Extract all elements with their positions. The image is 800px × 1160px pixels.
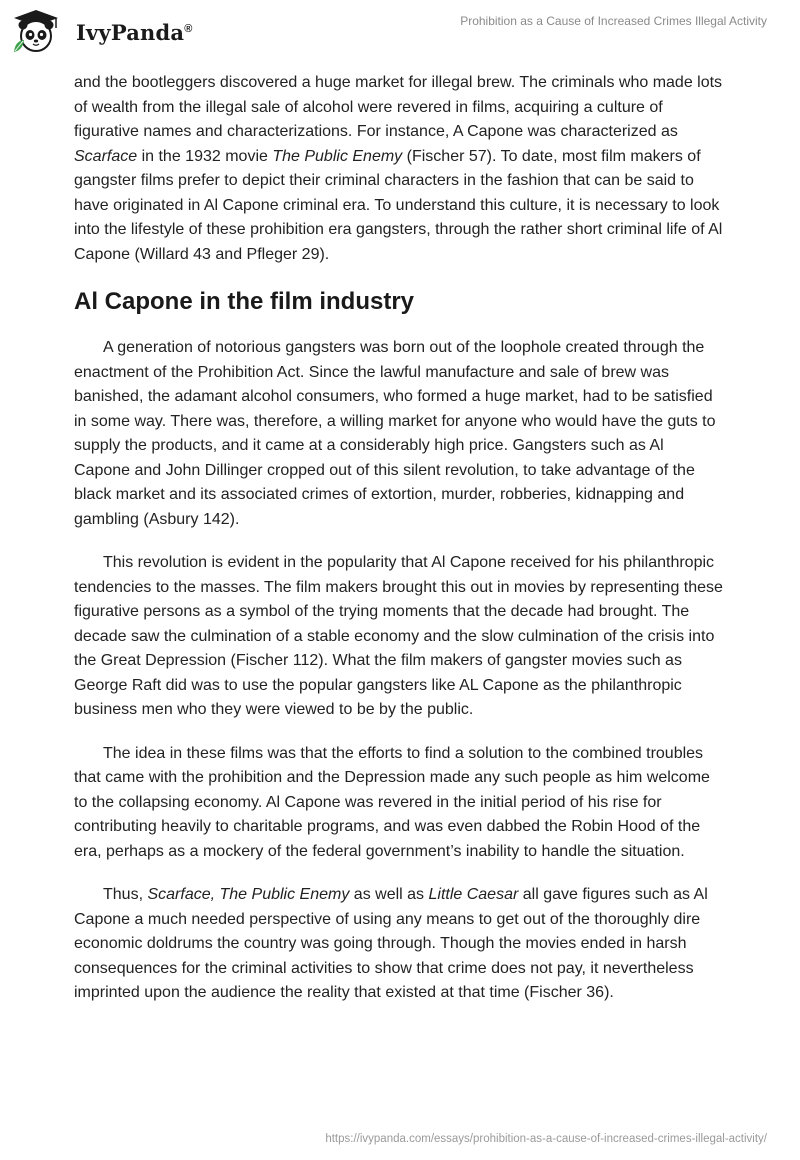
body-paragraph-2: This revolution is evident in the popularity that Al Capone received for his philanthropic tendencies to the masses. The film makers brought this out in movies by representing these figurative persons as a symbol of the trying moments that the decade had brought. The decade saw the culmination of a stable economy and the slow culmination of the crisis into the Great Depression (Fischer 112). What the film makers of gangster movies such as George Raft did was to use the popular gangsters like AL Capone as the philanthropic business men who they were viewed to be by the public.: [74, 554, 723, 718]
film-title-public-enemy: The Public Enemy: [272, 147, 403, 165]
page-header: [0, 0, 800, 70]
essay-content: [74, 71, 724, 1025]
document-title: Prohibition as a Cause of Increased Crimes Illegal Activity: [460, 14, 767, 28]
body-paragraph-3: The idea in these films was that the efforts to find a solution to the combined troubles that came with the prohibition and the Depression made any such people as him welcome to the collapsing economy. Al Capone was revered in the initial period of his rise for contributing heavily to charitable programs, and was even dabbed the Robin Hood of the era, perhaps as a mockery of the federal government’s inability to handle the situation.: [74, 744, 710, 860]
brand-logo[interactable]: [12, 8, 193, 54]
registered-mark: ®: [184, 22, 193, 35]
body-paragraph-1: A generation of notorious gangsters was born out of the loophole created through the enactment of the Prohibition Act. Since the lawful manufacture and sale of brew was banished, the adamant alcohol consumers, who formed a huge market, had to be satisfied in some way. There was, therefore, a willing market for anyone who would have the guts to supply the products, and it came at a considerably high price. Gangsters such as Al Capone and John Dillinger cropped out of this silent revolution, to take advantage of the black market and its associated crimes of extortion, murder, robberies, kidnapping and gambling (Asbury 142).: [74, 339, 716, 528]
intro-paragraph: and the bootleggers discovered a huge market for illegal brew. The criminals who made lots of wealth from the illegal sale of alcohol were revered in films, acquiring a culture of figurative names and characterizations. For instance, A Capone was characterized as Scarface in the 1932 movie The Public Enemy (Fischer 57). To date, most film makers of gangster films prefer to depict their criminal characters in the fashion that can be said to have originated in Al Capone criminal era. To understand this culture, it is necessary to look into the lifestyle of these prohibition era gangsters, through the rather short criminal life of Al Capone (Willard 43 and Pfleger 29).: [74, 74, 723, 263]
section-heading: Al Capone in the film industry: [74, 288, 415, 315]
film-title-scarface: Scarface: [74, 147, 138, 165]
brand-name: IvyPanda®: [76, 19, 193, 45]
film-titles-italic: Scarface, The Public Enemy: [147, 886, 350, 903]
source-url-link[interactable]: https://ivypanda.com/essays/prohibition-as-a-cause-of-increased-crimes-illegal-activity/: [325, 1133, 767, 1145]
panda-mascot-icon: [12, 8, 68, 54]
film-title-little-caesar: Little Caesar: [428, 886, 519, 903]
body-paragraph-4: Thus, Scarface, The Public Enemy as well as Little Caesar all gave figures such as Al Capone a much needed perspective of using any means to get out of the thoroughly dire economic doldrums the country was going through. Though the movies ended in harsh consequences for the criminal activities to show that crime does not pay, it nevertheless imprinted upon the audience the reality that existed at that time (Fischer 36).: [74, 886, 708, 1001]
